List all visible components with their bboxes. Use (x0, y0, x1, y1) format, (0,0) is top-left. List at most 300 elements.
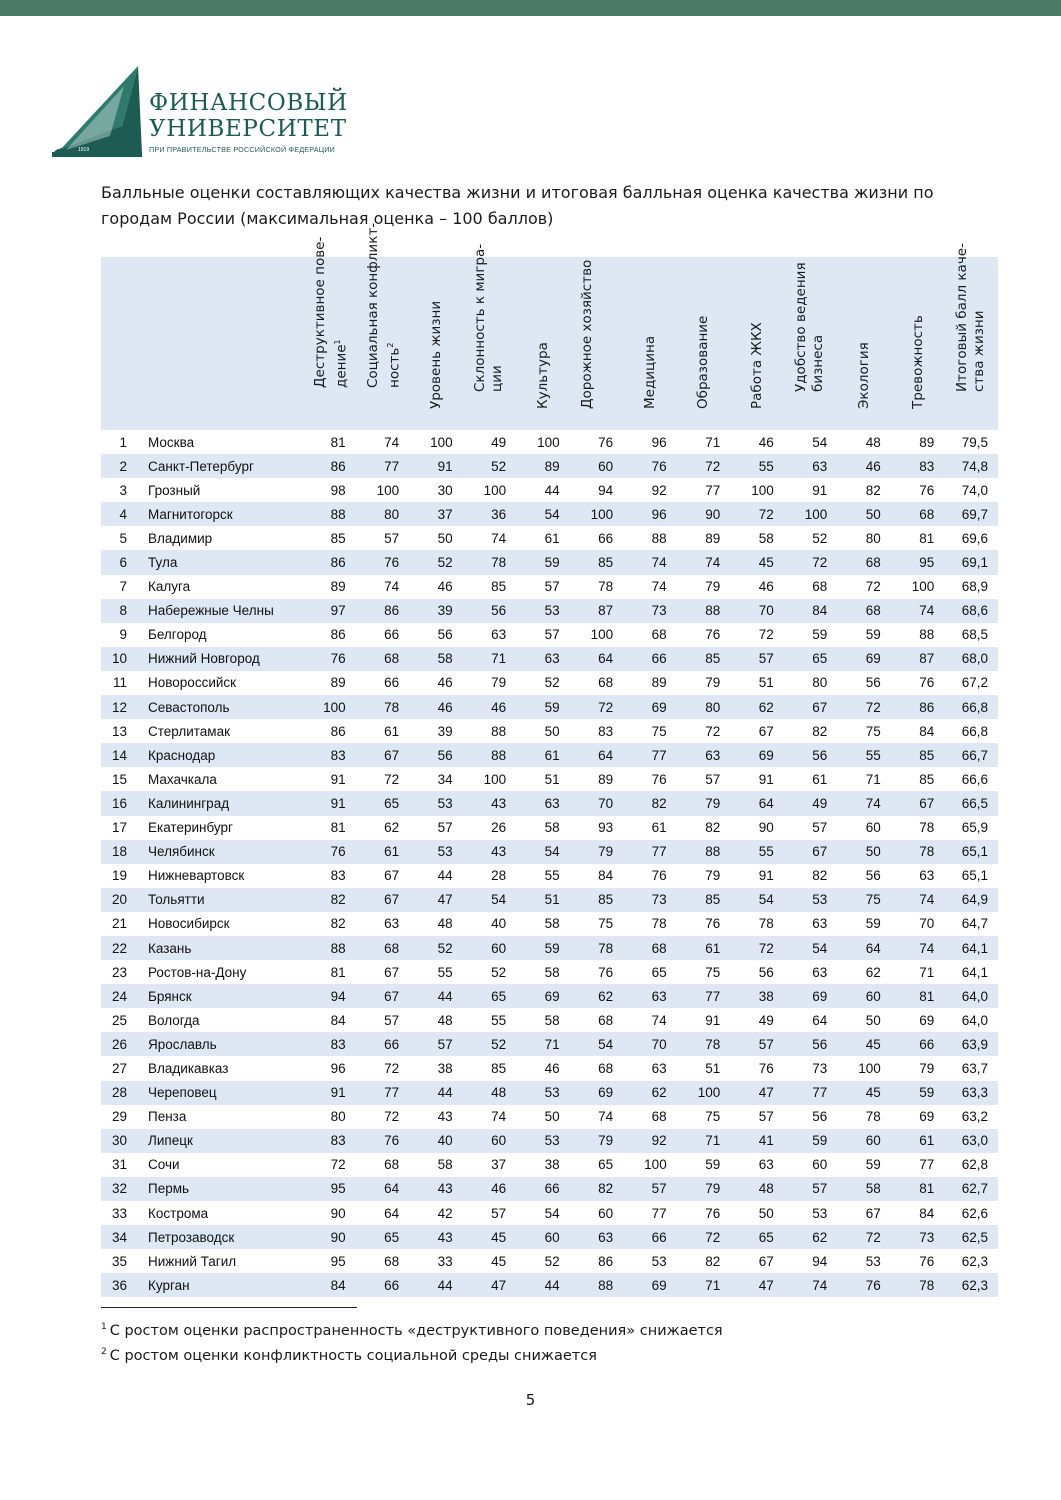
score-cell: 64 (598, 651, 614, 667)
column-header-label (695, 241, 712, 409)
score-cell: 77 (651, 747, 667, 763)
score-cell: 58 (544, 820, 560, 836)
city-cell: Краснодар (148, 747, 216, 763)
score-cell: 68 (812, 579, 828, 595)
score-cell: 75 (598, 916, 614, 932)
score-cell: 44 (437, 1277, 453, 1293)
score-cell: 74 (651, 1012, 667, 1028)
score-cell: 87 (919, 651, 935, 667)
total-score-cell: 68,0 (961, 651, 988, 667)
score-cell: 64 (758, 795, 774, 811)
score-cell: 56 (812, 747, 828, 763)
score-cell: 48 (758, 1181, 774, 1197)
score-cell: 65 (491, 988, 507, 1004)
score-cell: 84 (598, 868, 614, 884)
score-cell: 51 (544, 892, 560, 908)
column-header (463, 243, 517, 430)
city-cell: Нижний Тагил (148, 1253, 237, 1269)
header-city (135, 257, 302, 430)
score-cell: 94 (330, 988, 346, 1004)
score-cell: 86 (330, 458, 346, 474)
rank-cell: 29 (111, 1109, 128, 1125)
score-cell: 83 (330, 868, 346, 884)
footnote-mark: 1 (332, 338, 342, 344)
score-cell: 44 (544, 482, 560, 498)
city-cell: Липецк (148, 1133, 193, 1149)
score-cell: 50 (865, 844, 881, 860)
score-cell: 88 (598, 1277, 614, 1293)
score-cell: 68 (598, 675, 614, 691)
score-cell: 71 (919, 964, 935, 980)
score-cell: 76 (919, 1253, 935, 1269)
score-cell: 74 (384, 434, 400, 450)
score-cell: 69 (919, 1109, 935, 1125)
score-cell: 67 (812, 844, 828, 860)
score-cell: 89 (705, 530, 721, 546)
table-row (101, 936, 998, 960)
total-score-cell: 62,8 (961, 1157, 988, 1173)
score-cell: 48 (437, 1012, 453, 1028)
rank-cell: 21 (111, 916, 128, 932)
score-cell: 59 (812, 1133, 828, 1149)
score-cell: 64 (384, 1181, 400, 1197)
score-cell: 77 (651, 844, 667, 860)
score-cell: 85 (919, 771, 935, 787)
score-cell: 63 (812, 458, 828, 474)
score-cell: 52 (437, 940, 453, 956)
score-cell: 77 (812, 1085, 828, 1101)
score-cell: 66 (384, 675, 400, 691)
score-cell: 89 (544, 458, 560, 474)
score-cell: 74 (919, 892, 935, 908)
table-row (101, 1032, 998, 1056)
column-header-text: Работа ЖКХ (748, 322, 765, 409)
score-cell: 77 (705, 482, 721, 498)
score-cell: 57 (705, 771, 721, 787)
score-cell: 68 (384, 940, 400, 956)
column-header (837, 257, 891, 430)
score-cell: 78 (384, 699, 400, 715)
score-cell: 96 (651, 434, 667, 450)
score-cell: 86 (384, 603, 400, 619)
score-cell: 63 (384, 916, 400, 932)
score-cell: 100 (697, 1085, 721, 1101)
score-cell: 68 (651, 940, 667, 956)
score-cell: 67 (384, 747, 400, 763)
table-row (101, 1081, 998, 1105)
score-cell: 44 (544, 1277, 560, 1293)
score-cell: 46 (491, 699, 507, 715)
score-cell: 72 (384, 771, 400, 787)
footnote-mark: 2 (101, 1347, 107, 1357)
total-score-cell: 66,6 (961, 771, 988, 787)
score-cell: 52 (812, 530, 828, 546)
rank-cell: 18 (111, 844, 128, 860)
table-row (101, 1008, 998, 1032)
score-cell: 50 (544, 723, 560, 739)
table-row (101, 1105, 998, 1129)
score-cell: 76 (705, 1205, 721, 1221)
table-row (101, 791, 998, 815)
total-score-cell: 68,6 (961, 603, 988, 619)
sail-logo-icon (52, 66, 148, 162)
score-cell: 85 (491, 1060, 507, 1076)
score-cell: 55 (865, 747, 881, 763)
rank-cell: 5 (119, 530, 128, 546)
score-cell: 100 (483, 482, 507, 498)
score-cell: 68 (651, 627, 667, 643)
score-cell: 63 (812, 916, 828, 932)
score-cell: 73 (919, 1229, 935, 1245)
score-cell: 49 (758, 1012, 774, 1028)
score-cell: 74 (491, 1109, 507, 1125)
score-cell: 78 (865, 1109, 881, 1125)
score-cell: 72 (758, 627, 774, 643)
score-cell: 45 (865, 1085, 881, 1101)
score-cell: 56 (865, 868, 881, 884)
score-cell: 64 (384, 1205, 400, 1221)
score-cell: 59 (919, 1085, 935, 1101)
score-cell: 85 (705, 892, 721, 908)
rank-cell: 11 (113, 675, 128, 691)
score-cell: 53 (865, 1253, 881, 1269)
score-cell: 76 (598, 434, 614, 450)
score-cell: 85 (330, 530, 346, 546)
score-cell: 76 (598, 964, 614, 980)
score-cell: 78 (705, 1036, 721, 1052)
score-cell: 62 (598, 988, 614, 1004)
score-cell: 73 (812, 1060, 828, 1076)
score-cell: 38 (758, 988, 774, 1004)
score-cell: 81 (330, 434, 346, 450)
rank-cell: 35 (111, 1253, 128, 1269)
score-cell: 92 (651, 1133, 667, 1149)
score-cell: 71 (865, 771, 881, 787)
column-header-label (579, 241, 596, 409)
score-cell: 69 (812, 988, 828, 1004)
logo-line-3: ПРИ ПРАВИТЕЛЬСТВЕ РОССИЙСКОЙ ФЕДЕРАЦИИ (149, 145, 336, 154)
score-cell: 81 (919, 988, 935, 1004)
city-cell: Санкт-Петербург (148, 458, 254, 474)
score-cell: 56 (812, 1109, 828, 1125)
score-cell: 59 (812, 627, 828, 643)
table-row (101, 1225, 998, 1249)
score-cell: 82 (705, 1253, 721, 1269)
column-header (623, 257, 677, 430)
score-cell: 80 (384, 506, 400, 522)
score-cell: 47 (758, 1085, 774, 1101)
total-score-cell: 69,7 (961, 506, 988, 522)
score-cell: 90 (758, 820, 774, 836)
score-cell: 63 (544, 651, 560, 667)
score-cell: 61 (919, 1133, 935, 1149)
score-cell: 89 (330, 579, 346, 595)
city-cell: Кострома (148, 1205, 209, 1221)
column-header-text: Медицина (641, 335, 658, 409)
score-cell: 61 (651, 820, 667, 836)
rank-cell: 16 (111, 795, 128, 811)
score-cell: 75 (865, 892, 881, 908)
score-cell: 91 (758, 771, 774, 787)
total-score-cell: 64,1 (961, 964, 988, 980)
score-cell: 38 (544, 1157, 560, 1173)
score-cell: 79 (705, 868, 721, 884)
score-cell: 84 (919, 723, 935, 739)
score-cell: 100 (590, 627, 614, 643)
score-cell: 83 (330, 1133, 346, 1149)
score-cell: 48 (491, 1085, 507, 1101)
score-cell: 100 (430, 434, 453, 450)
score-cell: 56 (437, 627, 453, 643)
score-cell: 63 (651, 988, 667, 1004)
score-cell: 50 (544, 1109, 560, 1125)
score-cell: 65 (812, 651, 828, 667)
score-cell: 86 (919, 699, 935, 715)
score-cell: 60 (812, 1157, 828, 1173)
city-cell: Магнитогорск (148, 506, 233, 522)
page-number: 5 (525, 1391, 536, 1409)
score-cell: 77 (919, 1157, 935, 1173)
score-cell: 63 (651, 1060, 667, 1076)
score-cell: 80 (812, 675, 828, 691)
table-row (101, 1153, 998, 1177)
city-cell: Севастополь (148, 699, 230, 715)
score-cell: 91 (812, 482, 828, 498)
score-cell: 76 (330, 651, 346, 667)
total-score-cell: 62,7 (961, 1181, 988, 1197)
table-row (101, 623, 998, 647)
score-cell: 90 (705, 506, 721, 522)
score-cell: 74 (651, 579, 667, 595)
total-score-cell: 65,9 (961, 820, 988, 836)
score-cell: 60 (491, 1133, 507, 1149)
column-header-label (954, 224, 988, 392)
table-row (101, 743, 998, 767)
city-cell: Вологда (148, 1012, 200, 1028)
score-cell: 68 (865, 555, 881, 571)
score-cell: 34 (437, 771, 453, 787)
score-cell: 68 (384, 651, 400, 667)
rank-cell: 26 (111, 1036, 128, 1052)
score-cell: 68 (651, 1109, 667, 1125)
score-cell: 88 (919, 627, 935, 643)
column-header-text: Деструктивное пове-дение (311, 236, 350, 388)
score-cell: 79 (919, 1060, 935, 1076)
score-cell: 66 (651, 1229, 667, 1245)
score-cell: 56 (437, 747, 453, 763)
score-cell: 91 (330, 771, 346, 787)
score-cell: 58 (865, 1181, 881, 1197)
rank-cell: 12 (111, 699, 128, 715)
score-cell: 74 (865, 795, 881, 811)
score-cell: 45 (865, 1036, 881, 1052)
score-cell: 58 (544, 1012, 560, 1028)
score-cell: 52 (437, 555, 453, 571)
score-cell: 54 (544, 844, 560, 860)
total-score-cell: 63,2 (961, 1109, 988, 1125)
table-row (101, 599, 998, 623)
score-cell: 61 (812, 771, 828, 787)
score-cell: 75 (705, 964, 721, 980)
score-cell: 67 (865, 1205, 881, 1221)
score-cell: 75 (705, 1109, 721, 1125)
table-row (101, 526, 998, 550)
column-header-text: Склонность к мигра-ции (472, 243, 506, 392)
score-cell: 85 (919, 747, 935, 763)
score-cell: 88 (330, 940, 346, 956)
score-cell: 43 (491, 844, 507, 860)
score-cell: 76 (865, 1277, 881, 1293)
score-cell: 57 (812, 1181, 828, 1197)
score-cell: 60 (865, 820, 881, 836)
score-cell: 57 (384, 1012, 400, 1028)
city-cell: Махачкала (148, 771, 217, 787)
score-cell: 64 (598, 747, 614, 763)
score-cell: 79 (491, 675, 507, 691)
total-score-cell: 65,1 (961, 868, 988, 884)
rank-cell: 20 (111, 892, 128, 908)
score-cell: 45 (758, 555, 774, 571)
score-cell: 74 (651, 555, 667, 571)
score-cell: 77 (705, 988, 721, 1004)
rank-cell: 33 (111, 1205, 128, 1221)
score-cell: 68 (865, 603, 881, 619)
score-cell: 53 (437, 795, 453, 811)
table-row (101, 1249, 998, 1273)
score-cell: 74 (919, 940, 935, 956)
logo-year: 1919 (78, 147, 90, 153)
score-cell: 54 (758, 892, 774, 908)
score-cell: 100 (376, 482, 400, 498)
score-cell: 68 (384, 1253, 400, 1269)
table-row (101, 888, 998, 912)
score-cell: 76 (651, 868, 667, 884)
total-score-cell: 63,7 (961, 1060, 988, 1076)
total-score-cell: 67,2 (961, 675, 988, 691)
score-cell: 61 (544, 747, 560, 763)
score-cell: 36 (491, 506, 507, 522)
city-cell: Ростов-на-Дону (148, 964, 247, 980)
score-cell: 50 (865, 1012, 881, 1028)
total-score-cell: 63,0 (961, 1133, 988, 1149)
score-cell: 100 (590, 506, 614, 522)
score-cell: 50 (758, 1205, 774, 1221)
score-cell: 66 (384, 627, 400, 643)
score-cell: 67 (384, 964, 400, 980)
score-cell: 58 (544, 964, 560, 980)
score-cell: 51 (544, 771, 560, 787)
city-cell: Нижневартовск (148, 868, 245, 884)
rank-cell: 4 (119, 506, 128, 522)
score-cell: 92 (651, 482, 667, 498)
score-cell: 71 (705, 1277, 721, 1293)
score-cell: 54 (491, 892, 507, 908)
column-header-label (749, 241, 766, 409)
score-cell: 47 (437, 892, 453, 908)
total-score-cell: 64,0 (961, 1012, 988, 1028)
score-cell: 63 (491, 627, 507, 643)
score-cell: 75 (651, 723, 667, 739)
score-cell: 88 (705, 844, 721, 860)
score-cell: 78 (598, 579, 614, 595)
score-cell: 69 (651, 699, 667, 715)
score-cell: 76 (705, 627, 721, 643)
score-cell: 54 (598, 1036, 614, 1052)
score-cell: 46 (491, 1181, 507, 1197)
score-cell: 77 (384, 1085, 400, 1101)
column-header (891, 257, 945, 430)
score-cell: 88 (491, 723, 507, 739)
city-cell: Нижний Новгород (148, 651, 260, 667)
score-cell: 94 (812, 1253, 828, 1269)
total-score-cell: 66,8 (961, 699, 988, 715)
score-cell: 59 (544, 555, 560, 571)
score-cell: 100 (911, 579, 935, 595)
city-cell: Казань (148, 940, 192, 956)
score-cell: 79 (598, 1133, 614, 1149)
score-cell: 43 (437, 1109, 453, 1125)
total-score-cell: 66,8 (961, 723, 988, 739)
column-header-text: Удобство ведения бизнеса (793, 262, 827, 392)
score-cell: 79 (705, 1181, 721, 1197)
column-header (409, 257, 463, 430)
table-row (101, 912, 998, 936)
score-cell: 72 (812, 555, 828, 571)
table-body (101, 430, 998, 1297)
score-cell: 78 (919, 844, 935, 860)
city-cell: Стерлитамак (148, 723, 231, 739)
table-row (101, 767, 998, 791)
score-cell: 66 (384, 1277, 400, 1293)
score-cell: 50 (865, 506, 881, 522)
score-cell: 81 (919, 530, 935, 546)
score-cell: 68 (919, 506, 935, 522)
table-row (101, 671, 998, 695)
score-cell: 74 (598, 1109, 614, 1125)
score-cell: 57 (544, 627, 560, 643)
score-cell: 37 (491, 1157, 507, 1173)
score-cell: 69 (651, 1277, 667, 1293)
table-row (101, 695, 998, 719)
rank-cell: 23 (111, 964, 128, 980)
score-cell: 83 (330, 747, 346, 763)
score-cell: 72 (758, 940, 774, 956)
city-cell: Набережные Челны (148, 603, 274, 619)
score-cell: 100 (537, 434, 560, 450)
score-cell: 81 (330, 964, 346, 980)
score-cell: 66 (651, 651, 667, 667)
score-cell: 79 (598, 844, 614, 860)
score-cell: 87 (598, 603, 614, 619)
score-cell: 66 (544, 1181, 560, 1197)
score-cell: 100 (483, 771, 507, 787)
score-cell: 78 (758, 916, 774, 932)
score-cell: 91 (330, 1085, 346, 1101)
score-cell: 43 (437, 1229, 453, 1245)
score-cell: 62 (865, 964, 881, 980)
column-header-text: Экология (856, 342, 872, 409)
score-cell: 94 (598, 482, 614, 498)
total-score-cell: 62,3 (961, 1277, 988, 1293)
score-cell: 54 (544, 506, 560, 522)
total-score-cell: 64,7 (961, 916, 988, 932)
column-header-label (428, 241, 445, 409)
total-score-cell: 62,5 (961, 1229, 988, 1245)
table-row (101, 478, 998, 502)
score-cell: 68 (384, 1157, 400, 1173)
score-cell: 59 (705, 1157, 721, 1173)
score-cell: 52 (491, 458, 507, 474)
